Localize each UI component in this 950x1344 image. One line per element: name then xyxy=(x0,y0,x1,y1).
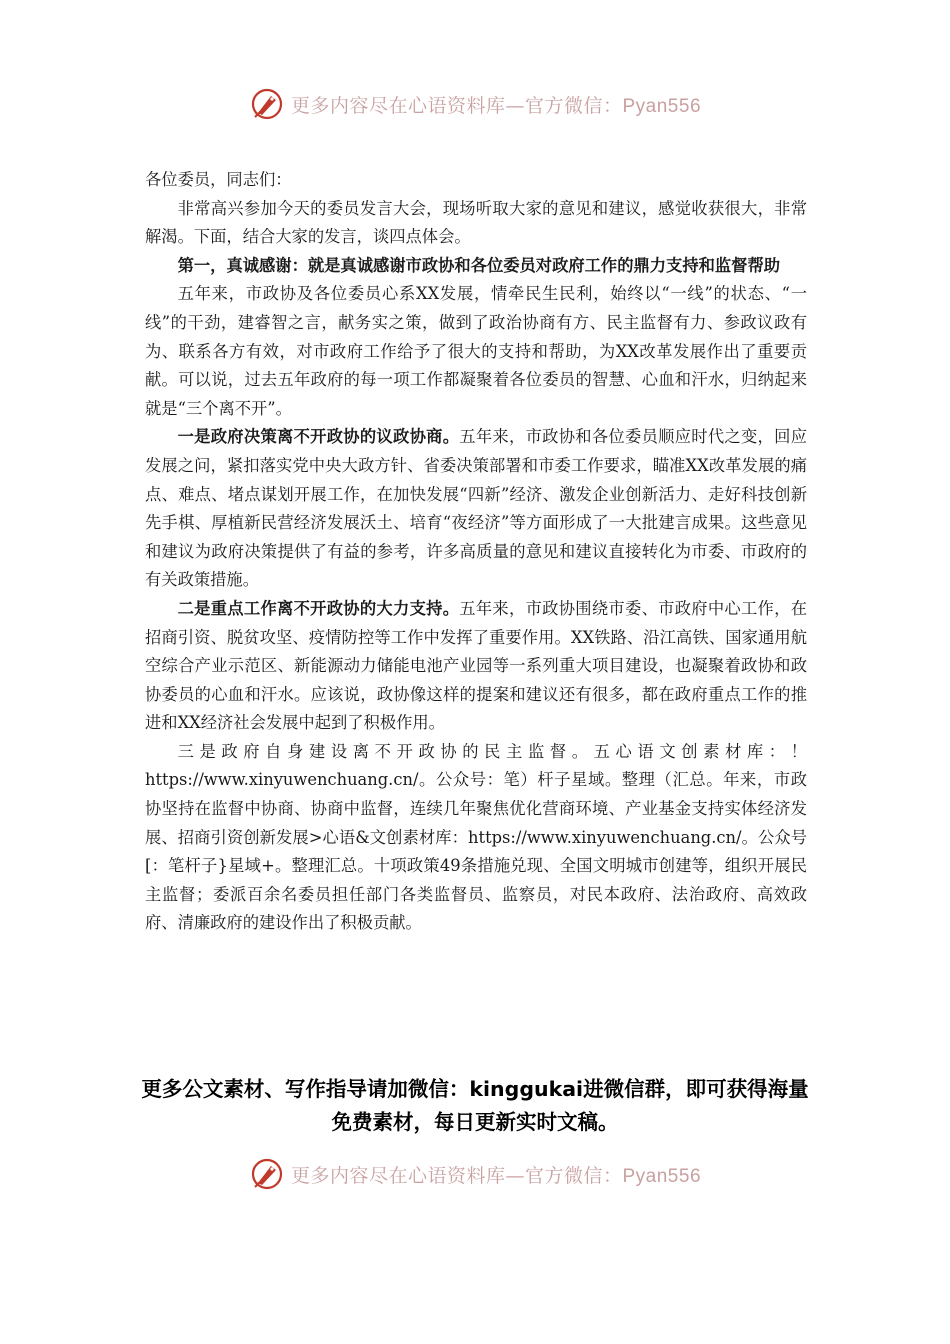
paragraph-decision-making-rest: 五年来，市政协和各位委员顺应时代之变，回应发展之问，紧扣落实党中央大政方针、省委决策部署和市委工作要求，瞄准XX改革发展的痛点、难点、堵点谋划开展工作，在加快发展“四新”经济、激发企业创新活力、走好科技创新先手棋、厚植新民营经济发展沃土、培育“夜经济”等方面形成了一大批建言成果。这些意见和建议为政府决策提供了有益的参考，许多高质量的意见和建议直接转化为市委、市政府的有关政策措施。 xyxy=(145,427,807,590)
paragraph-decision-making-lead: 一是政府决策离不开政协的议政协商。 xyxy=(177,427,460,447)
promo-notice: 更多公文素材、写作指导请加微信：kinggukai进微信群，即可获得海量免费素材，每日更新实时文稿。 xyxy=(141,1077,809,1134)
paragraph-intro: 非常高兴参加今天的委员发言大会，现场听取大家的意见和建议，感觉收获很大，非常解渴。下面，结合大家的发言，谈四点体会。 xyxy=(145,198,807,247)
header-banner xyxy=(0,84,950,124)
pen-nib-logo-icon xyxy=(249,86,285,122)
paragraph-supervision: 三是政府自身建设离不开政协的民主监督。五心语文创素材库：！https://www.xinyuwenchuang.cn/。公众号：笔）杆子星域。整理（汇总。年来，市政协坚持在监督中协商、协商中监督，连续几年聚焦优化营商环境、产业基金支持实体经济发展、招商引资创新发展>心语&文创素材库：https://www.xinyuwenchuang.cn/。公众号[：笔杆子}星域+。整理汇总。十项政策49条措施兑现、全国文明城市创建等，组织开展民主监督；委派百余名委员担任部门各类监督员、监察员，对民本政府、法治政府、高效政府、清廉政府的建设作出了积极贡献。 xyxy=(145,741,807,933)
paragraph-key-work-rest: 五年来，市政协围绕市委、市政府中心工作，在招商引资、脱贫攻坚、疫情防控等工作中发挥了重要作用。XX铁路、沿江高铁、国家通用航空综合产业示范区、新能源动力储能电池产业园等一系列重大项目建设，也凝聚着政协和政协委员的心血和汗水。应该说，政协像这样的提案和建议还有很多，都在政府重点工作的推进和XX经济社会发展中起到了积极作用。 xyxy=(145,598,807,733)
header-banner-wechat-id: Pyan556 xyxy=(622,95,702,117)
paragraph-key-work-lead: 二是重点工作离不开政协的大力支持。 xyxy=(177,598,460,618)
paragraph-decision-making xyxy=(145,423,807,595)
footer-banner-text xyxy=(291,1161,701,1188)
section-heading-1 xyxy=(145,252,807,281)
salutation: 各位委员，同志们： xyxy=(145,170,292,189)
section-heading-1-text: 第一，真诚感谢：就是真诚感谢市政协和各位委员对政府工作的鼎力支持和监督帮助 xyxy=(177,255,781,275)
pen-nib-logo-icon xyxy=(249,1156,285,1192)
paragraph-five-years: 五年来，市政协及各位委员心系XX发展，情牵民生民利，始终以“一线”的状态、“一线”的干劲，建睿智之言，献务实之策，做到了政治协商有方、民主监督有力、参政议政有为、联系各方有效，对市政府工作给予了很大的支持和帮助，为XX改革发展作出了重要贡献。可以说，过去五年政府的每一项工作都凝聚着各位委员的智慧、心血和汗水，归纳起来就是“三个离不开”。 xyxy=(145,284,807,418)
footer-banner-wechat-id: Pyan556 xyxy=(622,1165,702,1187)
paragraph-key-work xyxy=(145,595,807,738)
footer-banner xyxy=(0,1154,950,1194)
document-body xyxy=(145,166,807,938)
header-banner-main: 更多内容尽在心语资料库—官方微信： xyxy=(290,94,623,117)
header-banner-text xyxy=(291,91,701,118)
footer-banner-main: 更多内容尽在心语资料库—官方微信： xyxy=(290,1164,623,1187)
